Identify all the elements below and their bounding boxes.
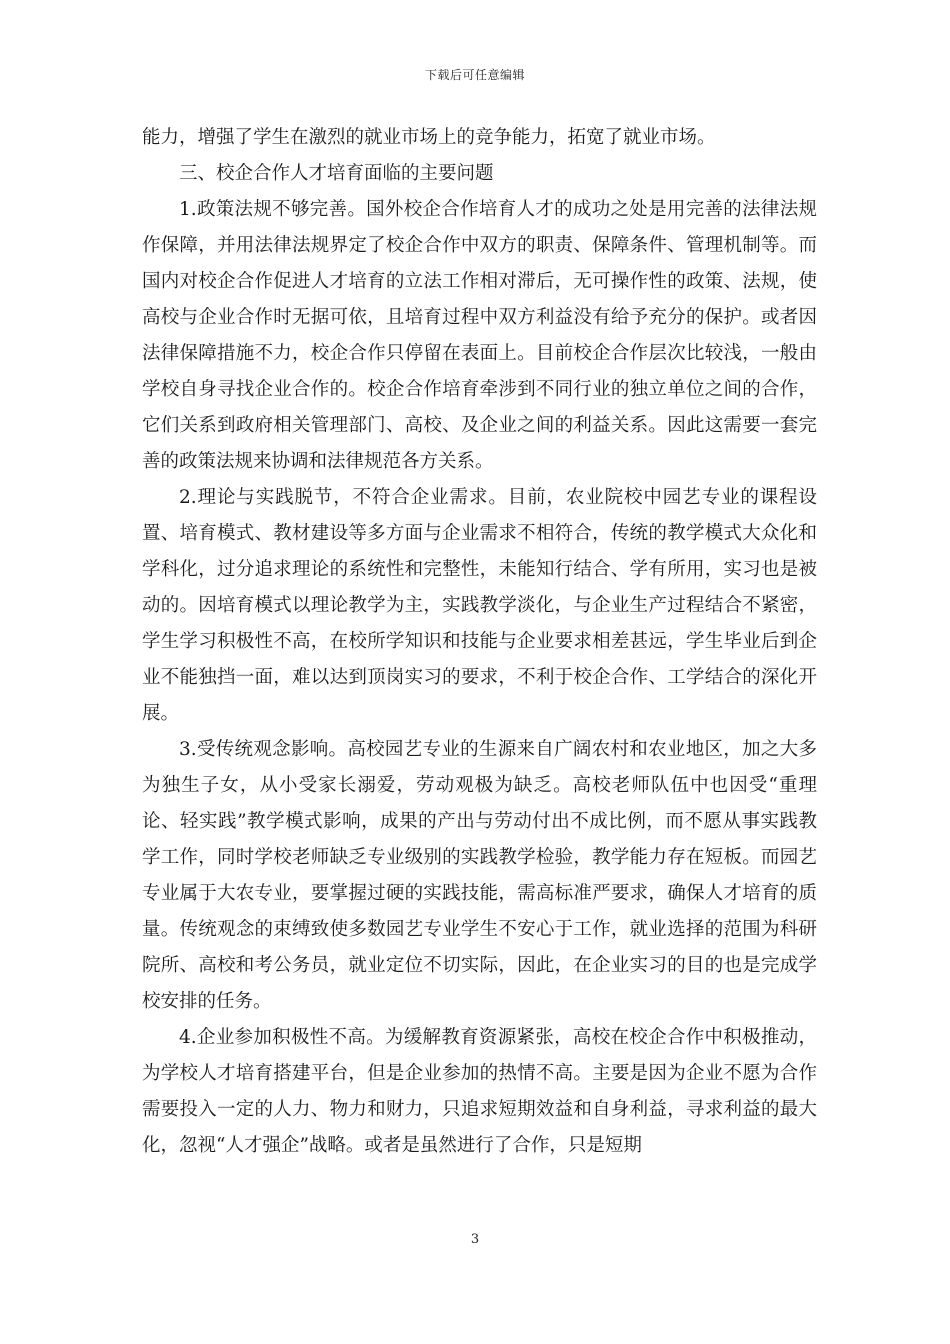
page-number: 3 [470,1232,480,1247]
paragraph-policy: 1.政策法规不够完善。国外校企合作培育人才的成功之处是用完善的法律法规作保障，并用法律法规界定了校企合作中双方的职责、保障条件、管理机制等。而国内对校企合作促进人才培育的立法工作相对滞后，无可操作性的政策、法规，使高校与企业合作时无据可依，且培育过程中双方利益没有给予充分的保护。或者因法律保障措施不力，校企合作只停留在表面上。目前校企合作层次比较浅，一般由学校自身寻找企业合作的。校企合作培育牵涉到不同行业的独立单位之间的合作，它们关系到政府相关管理部门、高校、及企业之间的利益关系。因此这需要一套完善的政策法规来协调和法律规范各方关系。 [142,199,817,472]
paragraph-enterprise: 4.企业参加积极性不高。为缓解教育资源紧张，高校在校企合作中积极推动，为学校人才培育搭建平台，但是企业参加的热情不高。主要是因为企业不愿为合作需要投入一定的人力、物力和财力，只追求短期效益和自身利益，寻求利益的最大化，忽视“人才强企”战略。或者是虽然进行了合作，只是短期 [142,1027,817,1156]
paragraph-tradition: 3.受传统观念影响。高校园艺专业的生源来自广阔农村和农业地区，加之大多为独生子女，从小受家长溺爱，劳动观极为缺乏。高校老师队伍中也因受“重理论、轻实践”教学模式影响，成果的产出与劳动付出不成比例，而不愿从事实践教学工作，同时学校老师缺乏专业级别的实践教学检验，教学能力存在短板。而园艺专业属于大农专业，要掌握过硬的实践技能，需高标准严要求，确保人才培育的质量。传统观念的束缚致使多数园艺专业学生不安心于工作，就业选择的范围为科研院所、高校和考公务员，就业定位不切实际，因此，在企业实习的目的也是完成学校安排的任务。 [142,739,817,1012]
paragraph-continuation: 能力，增强了学生在激烈的就业市场上的竞争能力，拓宽了就业市场。 [142,127,716,148]
paragraph-theory-practice: 2.理论与实践脱节，不符合企业需求。目前，农业院校中园艺专业的课程设置、培育模式、教材建设等多方面与企业需求不相符合，传统的教学模式大众化和学科化，过分追求理论的系统性和完整性，未能知行结合、学有所用，实习也是被动的。因培育模式以理论教学为主，实践教学淡化，与企业生产过程结合不紧密，学生学习积极性不高，在校所学知识和技能与企业要求相差甚远，学生毕业后到企业不能独挡一面，难以达到顶岗实习的要求，不利于校企合作、工学结合的深化开展。 [142,487,817,724]
section-heading: 三、校企合作人才培育面临的主要问题 [179,163,494,184]
page-header: 下载后可任意编辑 [424,68,525,82]
document-body [142,120,817,1164]
